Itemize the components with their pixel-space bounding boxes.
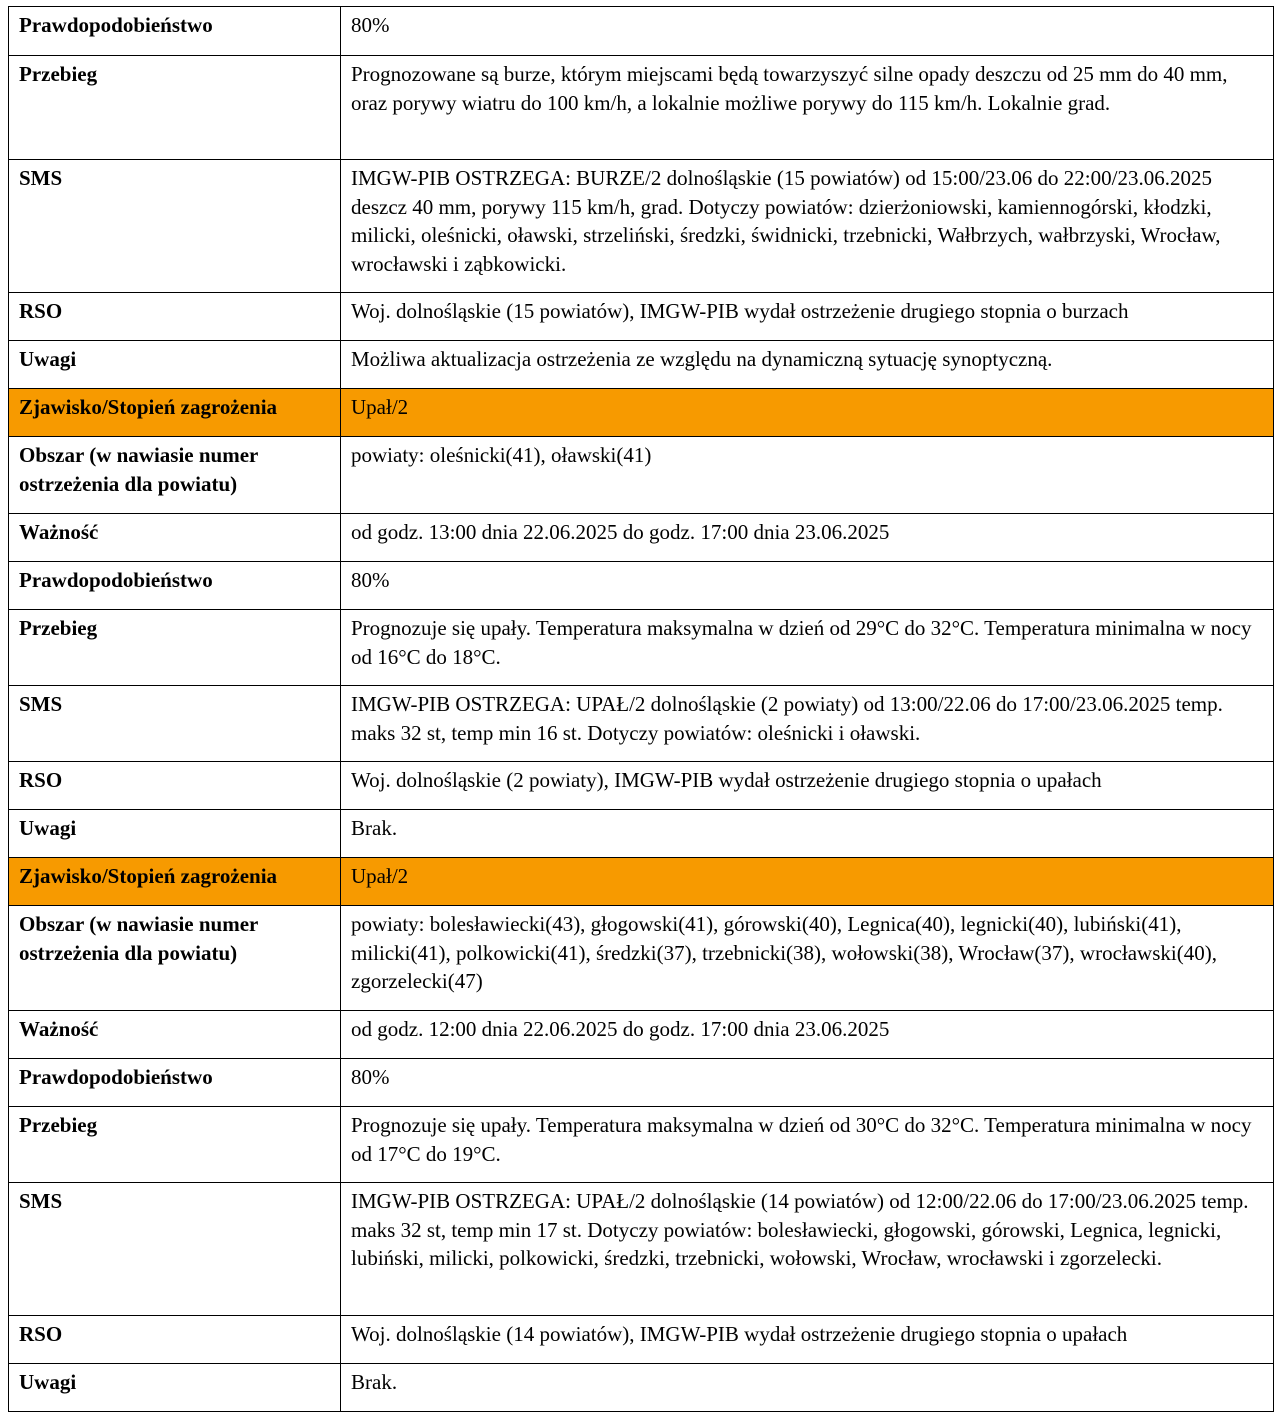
row-value: od godz. 13:00 dnia 22.06.2025 do godz. 17:00 dnia 23.06.2025 xyxy=(341,514,1274,562)
row-value: Prognozowane są burze, którym miejscami będą towarzyszyć silne opady deszczu od 25 mm do 40 mm, oraz porywy wiatru do 100 km/h, a lokalnie możliwe porywy do 115 km/h. Lokalnie grad. xyxy=(341,56,1274,160)
row-value: 80% xyxy=(341,7,1274,56)
table-row xyxy=(9,437,1274,514)
row-label: Ważność xyxy=(9,1011,341,1059)
table-row xyxy=(9,293,1274,341)
table-row xyxy=(9,1183,1274,1316)
row-value: od godz. 12:00 dnia 22.06.2025 do godz. 17:00 dnia 23.06.2025 xyxy=(341,1011,1274,1059)
table-row xyxy=(9,562,1274,610)
row-label: Przebieg xyxy=(9,56,341,160)
table-row xyxy=(9,610,1274,686)
row-value: Woj. dolnośląskie (2 powiaty), IMGW-PIB wydał ostrzeżenie drugiego stopnia o upałach xyxy=(341,762,1274,810)
row-value: Brak. xyxy=(341,810,1274,858)
table-row xyxy=(9,810,1274,858)
table-row xyxy=(9,686,1274,762)
row-label: Ważność xyxy=(9,514,341,562)
table-row xyxy=(9,341,1274,389)
row-label: Obszar (w nawiasie numer ostrzeżenia dla powiatu) xyxy=(9,437,341,514)
row-label: Obszar (w nawiasie numer ostrzeżenia dla powiatu) xyxy=(9,906,341,1011)
row-value: powiaty: oleśnicki(41), oławski(41) xyxy=(341,437,1274,514)
row-label: Przebieg xyxy=(9,1107,341,1183)
row-value: Woj. dolnośląskie (14 powiatów), IMGW-PIB wydał ostrzeżenie drugiego stopnia o upałach xyxy=(341,1316,1274,1364)
row-label: SMS xyxy=(9,686,341,762)
row-label: RSO xyxy=(9,293,341,341)
row-label: Prawdopodobieństwo xyxy=(9,1059,341,1107)
row-value: Możliwa aktualizacja ostrzeżenia ze względu na dynamiczną sytuację synoptyczną. xyxy=(341,341,1274,389)
row-label: SMS xyxy=(9,160,341,293)
row-value: Upał/2 xyxy=(341,858,1274,906)
table-row xyxy=(9,160,1274,293)
row-label: Uwagi xyxy=(9,341,341,389)
table-row xyxy=(9,7,1274,56)
table-row xyxy=(9,56,1274,160)
warning-table xyxy=(8,6,1274,1412)
row-value: Brak. xyxy=(341,1364,1274,1412)
section-header-row xyxy=(9,858,1274,906)
row-label: SMS xyxy=(9,1183,341,1316)
row-label: RSO xyxy=(9,1316,341,1364)
table-row xyxy=(9,906,1274,1011)
table-row xyxy=(9,1011,1274,1059)
row-label: RSO xyxy=(9,762,341,810)
warning-table-body xyxy=(9,7,1274,1412)
row-label: Zjawisko/Stopień zagrożenia xyxy=(9,858,341,906)
row-value: IMGW-PIB OSTRZEGA: UPAŁ/2 dolnośląskie (14 powiatów) od 12:00/22.06 do 17:00/23.06.2025 temp. maks 32 st, temp min 17 st. Dotyczy powiatów: bolesławiecki, głogowski, górowski, Legnica, legnicki, lubiński, milicki, polkowicki, średzki, trzebnicki, wołowski, Wrocław, wrocławski i zgorzelecki. xyxy=(341,1183,1274,1316)
section-header-row xyxy=(9,389,1274,437)
row-value: IMGW-PIB OSTRZEGA: BURZE/2 dolnośląskie (15 powiatów) od 15:00/23.06 do 22:00/23.06.2025 deszcz 40 mm, porywy 115 km/h, grad. Dotyczy powiatów: dzierżoniowski, kamiennogórski, kłodzki, milicki, oleśnicki, oławski, strzeliński, średzki, świdnicki, trzebnicki, Wałbrzych, wałbrzyski, Wrocław, wrocławski i ząbkowicki. xyxy=(341,160,1274,293)
table-row xyxy=(9,1364,1274,1412)
table-row xyxy=(9,1107,1274,1183)
row-value: Woj. dolnośląskie (15 powiatów), IMGW-PIB wydał ostrzeżenie drugiego stopnia o burzach xyxy=(341,293,1274,341)
row-value: powiaty: bolesławiecki(43), głogowski(41), górowski(40), Legnica(40), legnicki(40), lubiński(41), milicki(41), polkowicki(41), średzki(37), trzebnicki(38), wołowski(38), Wrocław(37), wrocławski(40), zgorzelecki(47) xyxy=(341,906,1274,1011)
table-row xyxy=(9,1059,1274,1107)
row-value: IMGW-PIB OSTRZEGA: UPAŁ/2 dolnośląskie (2 powiaty) od 13:00/22.06 do 17:00/23.06.2025 temp. maks 32 st, temp min 16 st. Dotyczy powiatów: oleśnicki i oławski. xyxy=(341,686,1274,762)
row-label: Uwagi xyxy=(9,1364,341,1412)
row-value: 80% xyxy=(341,562,1274,610)
table-row xyxy=(9,1316,1274,1364)
row-label: Zjawisko/Stopień zagrożenia xyxy=(9,389,341,437)
row-label: Uwagi xyxy=(9,810,341,858)
row-value: Prognozuje się upały. Temperatura maksymalna w dzień od 30°C do 32°C. Temperatura minimalna w nocy od 17°C do 19°C. xyxy=(341,1107,1274,1183)
row-value: Prognozuje się upały. Temperatura maksymalna w dzień od 29°C do 32°C. Temperatura minimalna w nocy od 16°C do 18°C. xyxy=(341,610,1274,686)
row-label: Przebieg xyxy=(9,610,341,686)
table-row xyxy=(9,762,1274,810)
row-value: Upał/2 xyxy=(341,389,1274,437)
row-label: Prawdopodobieństwo xyxy=(9,7,341,56)
row-value: 80% xyxy=(341,1059,1274,1107)
row-label: Prawdopodobieństwo xyxy=(9,562,341,610)
table-row xyxy=(9,514,1274,562)
